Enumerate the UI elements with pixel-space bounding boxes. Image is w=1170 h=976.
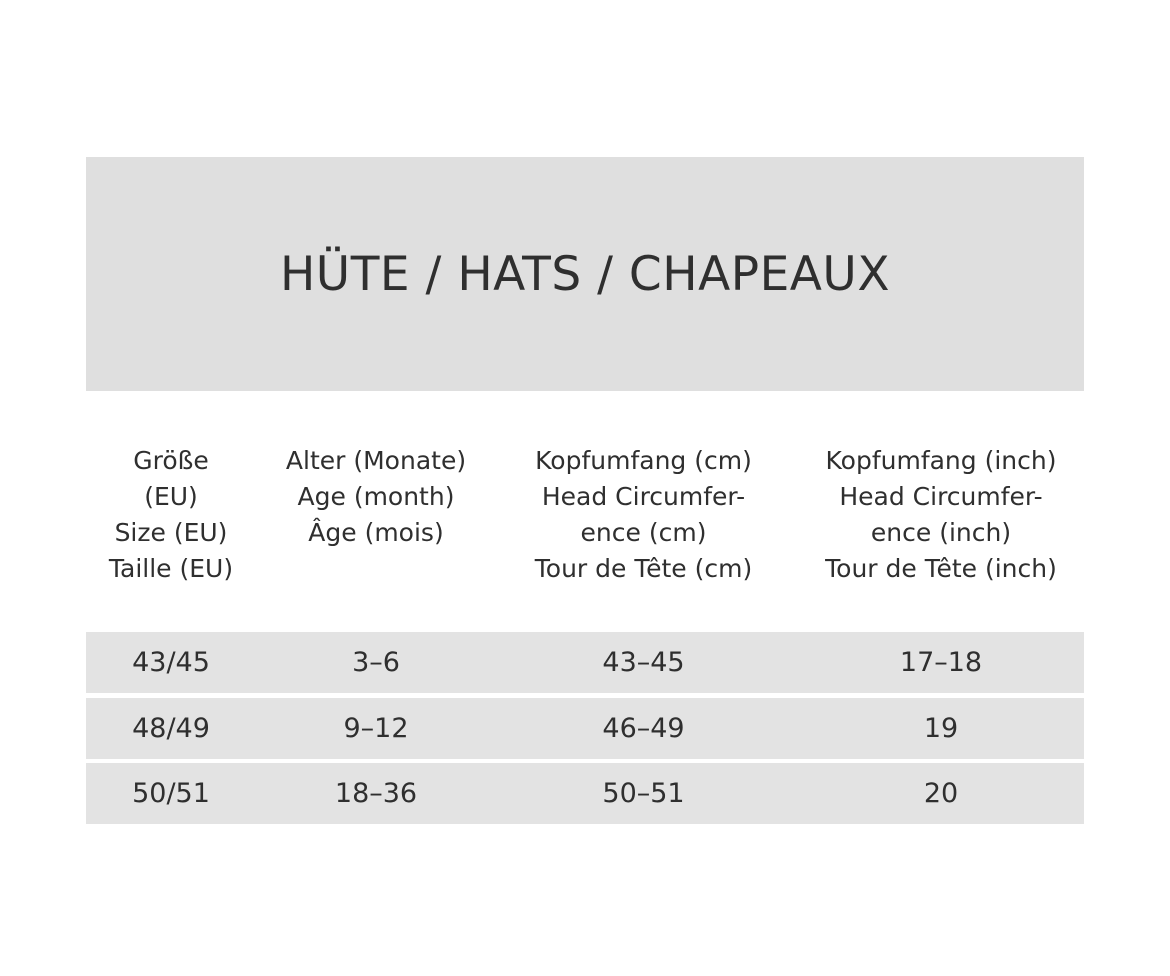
cell-head-cm: 46–49	[602, 713, 685, 744]
header-age	[266, 443, 486, 551]
header-head-cm-line: Kopfumfang (cm)	[535, 446, 752, 475]
cell-size: 43/45	[132, 647, 210, 678]
header-age-line: Âge (mois)	[308, 518, 444, 547]
header-head-cm-line: Head Circumfer-	[541, 482, 746, 511]
header-size	[86, 443, 256, 587]
table-row	[86, 632, 1084, 693]
header-size-line: (EU)	[144, 482, 198, 511]
cell-head-inch: 19	[923, 713, 959, 744]
table-row	[86, 698, 1084, 759]
header-head-inch-line: ence (inch)	[870, 518, 1012, 547]
cell-age: 3–6	[352, 647, 400, 678]
table-header	[86, 443, 1084, 593]
header-head-inch-line: Kopfumfang (inch)	[825, 446, 1057, 475]
cell-head-inch: 17–18	[899, 647, 983, 678]
cell-size: 50/51	[132, 778, 210, 809]
cell-age: 18–36	[334, 778, 418, 809]
header-size-line: Size (EU)	[114, 518, 228, 547]
table-row	[86, 763, 1084, 824]
header-size-line: Größe	[133, 446, 209, 475]
cell-head-cm: 43–45	[602, 647, 685, 678]
size-chart-title: HÜTE / HATS / CHAPEAUX	[279, 246, 891, 302]
header-size-line: Taille (EU)	[108, 554, 234, 583]
header-head-inch	[798, 443, 1084, 587]
header-head-inch-line: Head Circumfer-	[839, 482, 1043, 511]
cell-age: 9–12	[343, 713, 409, 744]
title-band	[86, 157, 1084, 391]
header-head-cm-line: ence (cm)	[580, 518, 707, 547]
cell-size: 48/49	[132, 713, 210, 744]
header-head-inch-line: Tour de Tête (inch)	[825, 554, 1057, 583]
header-head-cm	[501, 443, 786, 587]
header-age-line: Alter (Monate)	[285, 446, 467, 475]
cell-head-cm: 50–51	[602, 778, 685, 809]
cell-head-inch: 20	[923, 778, 959, 809]
header-head-cm-line: Tour de Tête (cm)	[534, 554, 753, 583]
header-age-line: Age (month)	[297, 482, 455, 511]
